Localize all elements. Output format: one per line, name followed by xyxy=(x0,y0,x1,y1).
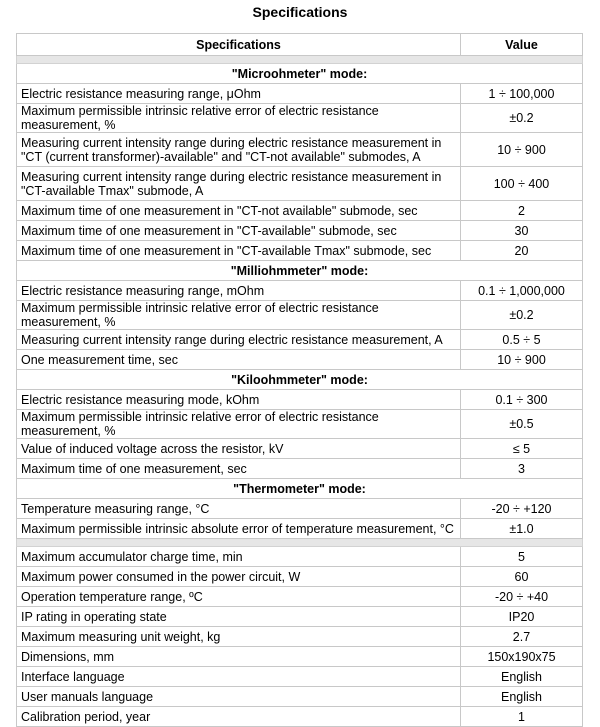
table-row xyxy=(17,519,583,539)
table-row xyxy=(17,687,583,707)
value-cell: 10 ÷ 900 xyxy=(461,133,583,167)
table-row xyxy=(17,241,583,261)
param-cell: Maximum time of one measurement in "CT-not available" submode, sec xyxy=(17,201,461,221)
table-row xyxy=(17,221,583,241)
param-cell: Dimensions, mm xyxy=(17,647,461,667)
column-header-value: Value xyxy=(461,34,583,56)
value-cell: 3 xyxy=(461,459,583,479)
param-cell: Value of induced voltage across the resistor, kV xyxy=(17,439,461,459)
value-cell: IP20 xyxy=(461,607,583,627)
value-cell: 60 xyxy=(461,567,583,587)
param-cell: Maximum measuring unit weight, kg xyxy=(17,627,461,647)
value-cell: ±0.2 xyxy=(461,104,583,133)
param-cell: Electric resistance measuring range, mOhm xyxy=(17,281,461,301)
value-cell: 20 xyxy=(461,241,583,261)
table-row xyxy=(17,459,583,479)
specifications-table xyxy=(16,33,583,727)
table-row xyxy=(17,330,583,350)
table-row xyxy=(17,607,583,627)
section-heading: "Microohmeter" mode: xyxy=(17,64,583,84)
param-cell: IP rating in operating state xyxy=(17,607,461,627)
value-cell: English xyxy=(461,667,583,687)
section-heading-row xyxy=(17,370,583,390)
value-cell: 10 ÷ 900 xyxy=(461,350,583,370)
value-cell: ±0.2 xyxy=(461,301,583,330)
param-cell: Measuring current intensity range during electric resistance measurement, A xyxy=(17,330,461,350)
page-title: Specifications xyxy=(252,4,348,20)
param-cell: Electric resistance measuring range, μOhm xyxy=(17,84,461,104)
value-cell: 150x190x75 xyxy=(461,647,583,667)
value-cell: ±1.0 xyxy=(461,519,583,539)
table-row xyxy=(17,281,583,301)
table-row xyxy=(17,133,583,167)
value-cell: 2.7 xyxy=(461,627,583,647)
param-cell: Temperature measuring range, °C xyxy=(17,499,461,519)
value-cell: ≤ 5 xyxy=(461,439,583,459)
param-cell: Maximum permissible intrinsic relative error of electric resistance measurement, % xyxy=(17,301,461,330)
separator-row xyxy=(17,539,583,547)
param-cell: Electric resistance measuring mode, kOhm xyxy=(17,390,461,410)
param-cell: Measuring current intensity range during electric resistance measurement in "CT (current transformer)-available" and "CT-not available" submodes, A xyxy=(17,133,461,167)
param-cell: One measurement time, sec xyxy=(17,350,461,370)
param-cell: Maximum permissible intrinsic relative error of electric resistance measurement, % xyxy=(17,410,461,439)
table-row xyxy=(17,201,583,221)
param-cell: Interface language xyxy=(17,667,461,687)
column-header-specifications: Specifications xyxy=(17,34,461,56)
section-heading-row xyxy=(17,261,583,281)
section-heading: "Thermometer" mode: xyxy=(17,479,583,499)
table-row xyxy=(17,167,583,201)
param-cell: Maximum permissible intrinsic relative error of electric resistance measurement, % xyxy=(17,104,461,133)
value-cell: ±0.5 xyxy=(461,410,583,439)
value-cell: 30 xyxy=(461,221,583,241)
value-cell: 2 xyxy=(461,201,583,221)
table-row xyxy=(17,547,583,567)
table-row xyxy=(17,104,583,133)
param-cell: Maximum accumulator charge time, min xyxy=(17,547,461,567)
table-row xyxy=(17,567,583,587)
table-row xyxy=(17,84,583,104)
table-row xyxy=(17,390,583,410)
separator-row xyxy=(17,56,583,64)
separator xyxy=(17,56,583,64)
param-cell: Operation temperature range, ºC xyxy=(17,587,461,607)
table-row xyxy=(17,439,583,459)
param-cell: Maximum time of one measurement in "CT-available Tmax" submode, sec xyxy=(17,241,461,261)
value-cell: 100 ÷ 400 xyxy=(461,167,583,201)
value-cell: -20 ÷ +40 xyxy=(461,587,583,607)
separator xyxy=(17,539,583,547)
param-cell: Calibration period, year xyxy=(17,707,461,727)
param-cell: Maximum power consumed in the power circuit, W xyxy=(17,567,461,587)
table-row xyxy=(17,350,583,370)
section-heading-row xyxy=(17,479,583,499)
param-cell: Maximum time of one measurement in "CT-available" submode, sec xyxy=(17,221,461,241)
table-row xyxy=(17,667,583,687)
table-row xyxy=(17,647,583,667)
section-heading-row xyxy=(17,64,583,84)
table-row xyxy=(17,627,583,647)
param-cell: Maximum time of one measurement, sec xyxy=(17,459,461,479)
value-cell: 1 ÷ 100,000 xyxy=(461,84,583,104)
table-row xyxy=(17,499,583,519)
param-cell: Measuring current intensity range during electric resistance measurement in "CT-available Tmax" submode, A xyxy=(17,167,461,201)
section-heading: "Kiloohmmeter" mode: xyxy=(17,370,583,390)
value-cell: 0.1 ÷ 1,000,000 xyxy=(461,281,583,301)
table-row xyxy=(17,301,583,330)
param-cell: User manuals language xyxy=(17,687,461,707)
value-cell: -20 ÷ +120 xyxy=(461,499,583,519)
value-cell: 0.5 ÷ 5 xyxy=(461,330,583,350)
value-cell: 1 xyxy=(461,707,583,727)
table-row xyxy=(17,587,583,607)
table-row xyxy=(17,410,583,439)
value-cell: English xyxy=(461,687,583,707)
section-heading: "Milliohmmeter" mode: xyxy=(17,261,583,281)
table-header-row xyxy=(17,34,583,56)
param-cell: Maximum permissible intrinsic absolute error of temperature measurement, °C xyxy=(17,519,461,539)
value-cell: 5 xyxy=(461,547,583,567)
value-cell: 0.1 ÷ 300 xyxy=(461,390,583,410)
